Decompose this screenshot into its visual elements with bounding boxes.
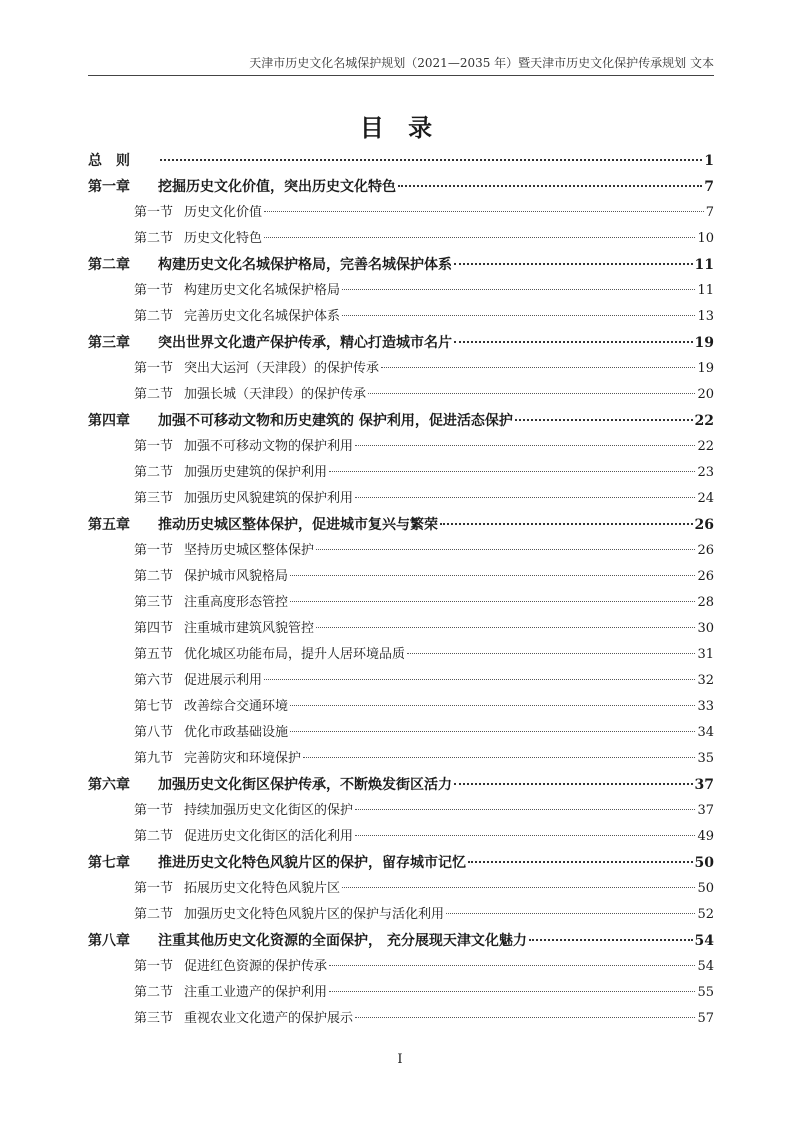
toc-entry-number: 第一节 [134,283,174,298]
toc-entry-number: 第二节 [134,231,174,246]
toc-entry-title: 加强不可移动文物的保护利用 [184,439,354,454]
dot-leader [290,705,695,706]
toc-entry-page: 11 [697,283,714,298]
toc-entry-page: 37 [697,803,714,818]
toc-entry-page: 26 [694,517,714,533]
toc-entry-title: 完善历史文化名城保护体系 [184,309,341,324]
toc-entry-number: 第二节 [134,985,174,1000]
toc-entry-title: 加强历史文化特色风貌片区的保护与活化利用 [184,907,445,922]
toc-entry-title: 保护城市风貌格局 [184,569,289,584]
toc-entry-number: 第一节 [134,959,174,974]
toc-entry-number: 第七章 [88,855,130,871]
dot-leader [529,939,693,941]
toc-entry-title: 优化城区功能布局，提升人居环境品质 [184,647,406,662]
dot-leader [468,861,693,863]
dot-leader [329,991,695,992]
toc-entry-number: 第二节 [134,907,174,922]
toc-entry-title: 推进历史文化特色风貌片区的保护，留存城市记忆 [158,855,466,871]
toc-entry-number: 第六章 [88,777,130,793]
toc-section-entry[interactable] [88,200,714,226]
toc-entry-number: 第二节 [134,387,174,402]
toc-entry-number: 第二节 [134,465,174,480]
toc-entry-page: 22 [697,439,714,454]
toc-section-entry[interactable] [88,694,714,720]
toc-entry-title: 历史文化特色 [184,231,263,246]
toc-entry-number: 第三节 [134,595,174,610]
toc-section-entry[interactable] [88,616,714,642]
toc-entry-page: 55 [697,985,714,1000]
dot-leader [407,653,695,654]
dot-leader [316,549,695,550]
toc-section-entry[interactable] [88,668,714,694]
toc-entry-title: 加强历史风貌建筑的保护利用 [184,491,354,506]
toc-chapter-entry[interactable] [88,772,714,798]
toc-entry-number: 第八章 [88,933,130,949]
toc-section-entry[interactable] [88,590,714,616]
toc-section-entry[interactable] [88,434,714,460]
toc-entry-title: 注重工业遗产的保护利用 [184,985,328,1000]
toc-entry-title: 加强不可移动文物和历史建筑的 保护利用，促进活态保护 [158,413,513,429]
toc-chapter-entry[interactable] [88,408,714,434]
toc-section-entry[interactable] [88,980,714,1006]
toc-entry-title: 挖掘历史文化价值，突出历史文化特色 [158,179,396,195]
toc-entry-page: 22 [694,413,714,429]
dot-leader [355,809,695,810]
dot-leader [264,237,695,238]
toc-section-entry[interactable] [88,902,714,928]
dot-leader [355,497,695,498]
toc-section-entry[interactable] [88,798,714,824]
dot-leader [355,1017,695,1018]
dot-leader [355,835,695,836]
dot-leader [342,289,695,290]
toc-entry-page: 20 [697,387,714,402]
toc-entry-page: 54 [697,959,714,974]
toc-entry-number: 第七节 [134,699,174,714]
toc-section-entry[interactable] [88,278,714,304]
toc-entry-number: 第一节 [134,881,174,896]
toc-entry-title: 突出世界文化遗产保护传承，精心打造城市名片 [158,335,452,351]
toc-entry-title: 构建历史文化名城保护格局 [184,283,341,298]
toc-entry-title: 推动历史城区整体保护，促进城市复兴与繁荣 [158,517,438,533]
toc-entry-page: 7 [705,205,714,220]
toc-section-entry[interactable] [88,642,714,668]
dot-leader [290,731,695,732]
toc-entry-title: 拓展历史文化特色风貌片区 [184,881,341,896]
toc-section-entry[interactable] [88,226,714,252]
toc-entry-title: 改善综合交通环境 [184,699,289,714]
toc-entry-title: 持续加强历史文化街区的保护 [184,803,354,818]
toc-entry-number: 第二节 [134,569,174,584]
toc-entry-number: 第五节 [134,647,174,662]
dot-leader [316,627,695,628]
toc-entry-page: 10 [697,231,714,246]
toc-entry-title: 构建历史文化名城保护格局，完善名城保护体系 [158,257,452,273]
dot-leader [290,575,695,576]
toc-entry-title: 注重城市建筑风貌管控 [184,621,315,636]
toc-section-entry[interactable] [88,1006,714,1032]
toc-chapter-entry[interactable] [88,330,714,356]
toc-entry-number: 第二节 [134,829,174,844]
toc-entry-page: 23 [697,465,714,480]
toc-section-entry[interactable] [88,824,714,850]
toc-entry-number: 总 则 [88,153,130,169]
toc-section-entry[interactable] [88,720,714,746]
toc-entry-page: 19 [697,361,714,376]
toc-chapter-entry[interactable] [88,174,714,200]
dot-leader [515,419,693,421]
toc-section-entry[interactable] [88,876,714,902]
dot-leader [290,601,695,602]
toc-entry-title: 优化市政基础设施 [184,725,289,740]
toc-entry-title: 重视农业文化遗产的保护展示 [184,1011,354,1026]
toc-entry-page: 24 [697,491,714,506]
dot-leader [264,211,704,212]
toc-entry-title: 加强历史建筑的保护利用 [184,465,328,480]
dot-leader [368,393,695,394]
dot-leader [440,523,693,525]
toc-chapter-entry[interactable] [88,512,714,538]
toc-entry-number: 第一节 [134,543,174,558]
toc-entry-page: 49 [697,829,714,844]
toc-entry-number: 第九节 [134,751,174,766]
page-title: 目 录 [359,113,441,142]
dot-leader [454,341,693,343]
toc-entry-page: 50 [697,881,714,896]
toc-entry-page: 7 [704,179,714,195]
toc-entry-number: 第四章 [88,413,130,429]
toc-entry-number: 第三章 [88,335,130,351]
toc-entry-title: 促进历史文化街区的活化利用 [184,829,354,844]
toc-entry-page: 37 [694,777,714,793]
toc-chapter-entry[interactable] [88,928,714,954]
toc-entry-title: 注重其他历史文化资源的全面保护， 充分展现天津文化魅力 [158,933,527,949]
toc-entry-number: 第三节 [134,1011,174,1026]
table-of-contents [88,148,714,1032]
toc-entry-number: 第一节 [134,803,174,818]
dot-leader [454,783,693,785]
toc-section-entry[interactable] [88,356,714,382]
toc-entry-page: 26 [697,543,714,558]
toc-entry-title: 突出大运河（天津段）的保护传承 [184,361,380,376]
toc-entry-number: 第一节 [134,205,174,220]
dot-leader [355,445,695,446]
toc-entry-page: 13 [697,309,714,324]
toc-entry-page: 35 [697,751,714,766]
toc-entry-page: 31 [697,647,714,662]
toc-entry-number: 第一章 [88,179,130,195]
toc-entry-number: 第一节 [134,361,174,376]
toc-chapter-entry[interactable] [88,252,714,278]
toc-entry-page: 34 [697,725,714,740]
toc-entry-number: 第二章 [88,257,130,273]
toc-entry-page: 33 [697,699,714,714]
dot-leader [398,185,702,187]
toc-entry-title: 完善防灾和环境保护 [184,751,302,766]
dot-leader [160,159,702,161]
toc-section-entry[interactable] [88,746,714,772]
page-number: I [397,1052,403,1067]
toc-entry-page: 1 [704,153,714,169]
dot-leader [342,887,695,888]
toc-entry-page: 26 [697,569,714,584]
toc-entry-page: 50 [694,855,714,871]
dot-leader [446,913,695,914]
toc-section-entry[interactable] [88,382,714,408]
toc-entry-page: 19 [694,335,714,351]
toc-entry-title: 坚持历史城区整体保护 [184,543,315,558]
toc-entry-page: 54 [694,933,714,949]
toc-entry-page: 11 [694,257,714,273]
toc-chapter-entry[interactable] [88,850,714,876]
toc-entry-title: 加强历史文化街区保护传承，不断焕发街区活力 [158,777,452,793]
toc-section-entry[interactable] [88,486,714,512]
toc-section-entry[interactable] [88,954,714,980]
toc-entry-page: 30 [697,621,714,636]
toc-section-entry[interactable] [88,460,714,486]
toc-entry-number: 第八节 [134,725,174,740]
dot-leader [329,471,695,472]
dot-leader [329,965,695,966]
toc-entry-number: 第六节 [134,673,174,688]
dot-leader [303,757,695,758]
toc-entry-title: 促进红色资源的保护传承 [184,959,328,974]
toc-entry-title: 加强长城（天津段）的保护传承 [184,387,367,402]
toc-entry-page: 52 [697,907,714,922]
toc-entry-title: 历史文化价值 [184,205,263,220]
toc-section-entry[interactable] [88,564,714,590]
dot-leader [264,679,695,680]
toc-entry-number: 第四节 [134,621,174,636]
toc-entry-number: 第二节 [134,309,174,324]
toc-entry-number: 第三节 [134,491,174,506]
dot-leader [454,263,693,265]
toc-section-entry[interactable] [88,538,714,564]
toc-entry-number: 第一节 [134,439,174,454]
toc-entry-title: 促进展示利用 [184,673,263,688]
toc-entry-title: 注重高度形态管控 [184,595,289,610]
toc-section-entry[interactable] [88,304,714,330]
dot-leader [381,367,695,368]
toc-entry-page: 28 [697,595,714,610]
toc-entry-page: 57 [697,1011,714,1026]
toc-entry-number: 第五章 [88,517,130,533]
toc-chapter-entry[interactable] [88,148,714,174]
dot-leader [342,315,695,316]
toc-entry-page: 32 [697,673,714,688]
running-header: 天津市历史文化名城保护规划（2021—2035 年）暨天津市历史文化保护传承规划 文本 [88,54,714,76]
